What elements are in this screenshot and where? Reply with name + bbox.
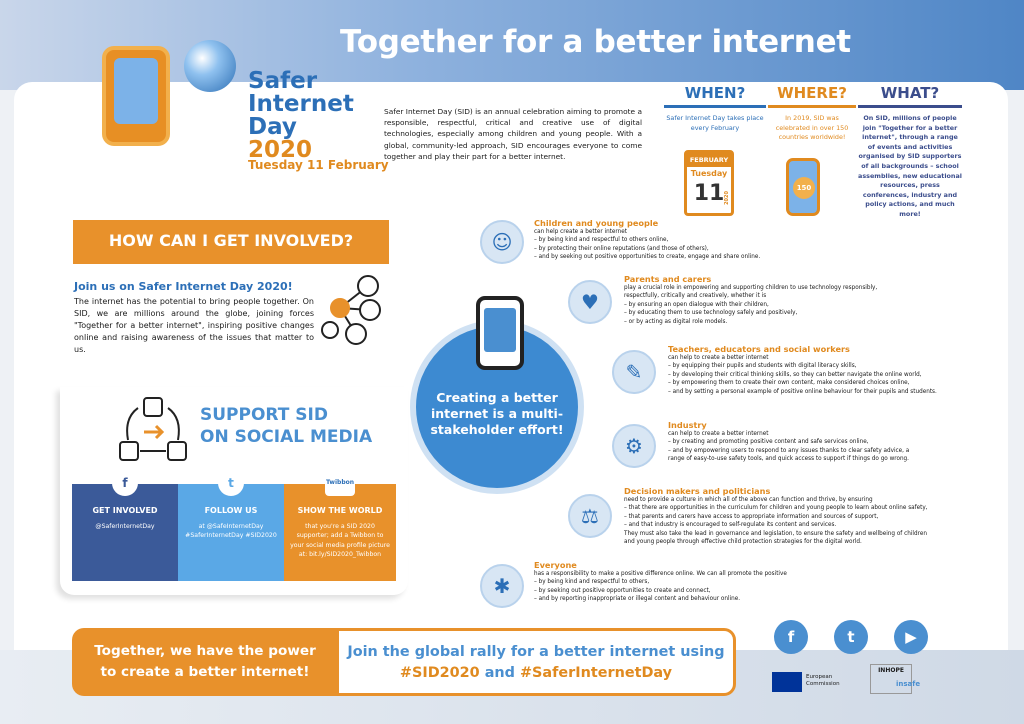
stakeholder-parents <box>624 274 954 326</box>
get-involved-banner <box>73 220 389 264</box>
stakeholder-everyone <box>534 560 864 604</box>
stakeholder-line: – by seeking out positive opportunities to create and connect, <box>534 587 711 594</box>
calendar-day-number: 11 <box>693 181 725 206</box>
calendar-weekday: Tuesday <box>690 169 728 178</box>
stakeholder-line: – by developing their critical thinking skills, so they can better navigate the online world, <box>668 371 922 378</box>
tablet-mascot-icon <box>102 46 170 146</box>
stakeholder-title: Everyone <box>534 560 577 570</box>
stakeholder-body <box>534 570 864 604</box>
stakeholder-body <box>668 354 998 396</box>
facebook-icon[interactable]: f <box>774 620 808 654</box>
support-title-line1: SUPPORT SID <box>200 405 328 425</box>
children-icon: ☺ <box>480 220 524 264</box>
center-circle-text: Creating a better internet is a multi-stakeholder effort! <box>430 390 564 437</box>
footer-slogan-box <box>72 628 338 696</box>
twitter-handle[interactable]: at @SafeInternetDay #SaferInternetDay #SID2020 <box>185 523 277 540</box>
footer-and: and <box>484 665 515 681</box>
eu-text-line2: Commission <box>806 681 840 687</box>
footer-hashtag-box <box>336 628 736 696</box>
stakeholder-line: range of easy-to-use safety tools, and quick access to support if things do go wrong. <box>668 456 909 463</box>
stakeholder-industry <box>668 420 998 464</box>
stakeholder-teachers <box>668 344 998 396</box>
stakeholder-body <box>668 430 998 464</box>
facebook-icon[interactable]: f <box>112 470 138 496</box>
phone-icon <box>786 158 820 216</box>
what-divider <box>858 105 962 108</box>
network-people-icon <box>318 272 390 350</box>
footer-hashtag-text <box>339 642 733 684</box>
stakeholder-line: – by educating them to use technology safely and positively, <box>624 310 798 317</box>
stakeholder-children <box>534 218 934 262</box>
logo-title <box>248 70 368 162</box>
stakeholder-line: can help to create a better internet <box>668 355 769 361</box>
get-involved-heading: HOW CAN I GET INVOLVED? <box>108 231 354 250</box>
support-sid-title <box>200 404 380 448</box>
stakeholder-body <box>534 228 934 262</box>
twibbon-heading: SHOW THE WORLD <box>297 506 383 515</box>
intro-paragraph: Safer Internet Day (SID) is an annual celebration aiming to promote a responsible, respectful, critical and creative use of digital technologies, especially among children and young people. With a global, community-led approach, SID encourages everyone to come together and play their part for a better internet. <box>384 107 642 161</box>
twitter-icon[interactable]: t <box>834 620 868 654</box>
globe-icon <box>184 40 236 92</box>
stakeholder-line: – or by acting as digital role models. <box>624 318 728 325</box>
stakeholder-line: need to provide a culture in which all of the above can function and thrive, by ensuring <box>624 497 873 503</box>
footer-rally-text: Join the global rally for a better internet using <box>347 644 725 660</box>
hashtag-safer-internet-day[interactable]: #SaferInternetDay <box>520 665 673 681</box>
phone-screen <box>484 308 516 352</box>
industry-icon: ⚙ <box>612 424 656 468</box>
when-block <box>664 84 766 133</box>
facebook-column[interactable] <box>72 476 178 581</box>
where-label: WHERE? <box>777 84 847 102</box>
stakeholder-line: – and by setting a personal example of positive online behaviour for their pupils and students. <box>668 388 937 395</box>
stakeholder-line: They must also take the lead in governance and legislation, to ensure the safety and wellbeing of children <box>624 530 927 537</box>
teachers-icon: ✎ <box>612 350 656 394</box>
stakeholder-title: Industry <box>668 420 707 430</box>
footer-slogan <box>72 641 338 683</box>
smartphone-icon <box>476 296 524 370</box>
what-text: On SID, millions of people join "Together for a better internet", through a range of events and activities organised by SID supporters of all backgrounds – school assemblies, new educational resources, press conferences, industry and policy actions, and much more! <box>858 114 962 218</box>
parents-icon: ♥ <box>568 280 612 324</box>
stakeholder-line: respectfully, critically and creatively, whether it is <box>624 293 767 300</box>
where-text: In 2019, SID was celebrated in over 150 countries worldwide! <box>775 114 849 142</box>
stakeholder-body <box>624 496 974 546</box>
what-label: WHAT? <box>880 84 940 102</box>
stakeholder-title: Parents and carers <box>624 274 712 284</box>
eu-text-line1: European <box>806 674 833 680</box>
european-commission-label <box>806 674 840 688</box>
stakeholder-line: – by creating and promoting positive content and safe services online, <box>668 439 869 446</box>
stakeholder-line: – and by reporting inappropriate or illegal content and behaviour online. <box>534 596 741 603</box>
stakeholder-title: Teachers, educators and social workers <box>668 344 850 354</box>
facebook-heading: GET INVOLVED <box>92 506 158 515</box>
stakeholder-line: – by empowering them to create their own content, make considered choices online, <box>668 380 910 387</box>
stakeholder-line: can help to create a better internet <box>668 431 769 437</box>
support-title-line2: ON SOCIAL MEDIA <box>200 427 373 447</box>
logo-line1: Safer <box>248 68 318 94</box>
twitter-heading: FOLLOW US <box>204 506 258 515</box>
stakeholder-line: – by being kind and respectful to others, <box>534 579 650 586</box>
insafe-logo: insafe <box>896 680 921 688</box>
twitter-icon[interactable]: t <box>218 470 244 496</box>
when-label: WHEN? <box>684 84 746 102</box>
footer-slogan-line1: Together, we have the power <box>94 643 316 659</box>
what-block <box>858 84 962 220</box>
stakeholder-line: – and by empowering users to respond to any issues thanks to clear safety advice, a <box>668 447 910 454</box>
twitter-column[interactable] <box>178 476 284 581</box>
logo-line3: Day <box>248 114 297 140</box>
stakeholder-line: – and that industry is encouraged to self-regulate its content and services. <box>624 522 837 529</box>
stakeholder-line: – by being kind and respectful to others online, <box>534 237 669 244</box>
stakeholder-line: and young people through effective child protection strategies for the digital world. <box>624 539 862 546</box>
stakeholder-decision-makers <box>624 486 974 546</box>
share-cycle-icon <box>118 396 190 466</box>
countries-badge: 150 <box>793 177 815 199</box>
mascot-face <box>114 58 158 124</box>
stakeholder-title: Decision makers and politicians <box>624 486 771 496</box>
everyone-icon: ✱ <box>480 564 524 608</box>
where-divider <box>768 105 856 108</box>
join-body: The internet has the potential to bring people together. On SID, we are millions around the globe, joining forces "Together for a better internet", inspiring positive changes online and raising awareness of the issues that matter to us. <box>74 297 314 354</box>
logo-line2: Internet <box>248 91 354 117</box>
event-date: Tuesday 11 February <box>248 158 389 172</box>
stakeholder-line: has a responsibility to make a positive difference online. We can all promote the positive <box>534 571 787 577</box>
footer-slogan-line2: to create a better internet! <box>100 664 310 680</box>
twibbon-text[interactable]: that you're a SID 2020 supporter; add a Twibbon to your social media profile picture at: bit.ly/SID2020_Twibbon <box>290 523 390 559</box>
stakeholder-line: – by ensuring an open dialogue with their children, <box>624 301 769 308</box>
inhope-logo: INHOPE <box>870 664 912 694</box>
stakeholder-line: – and by seeking out positive opportunities to create, engage and share online. <box>534 254 761 261</box>
stakeholder-body <box>624 284 954 326</box>
twibbon-logo[interactable]: Twibbon <box>325 470 355 496</box>
youtube-icon[interactable]: ▶ <box>894 620 928 654</box>
join-title: Join us on Safer Internet Day 2020! <box>74 280 293 293</box>
eu-flag-icon <box>772 672 802 692</box>
calendar-month: FEBRUARY <box>687 153 731 167</box>
stakeholder-line: can help create a better internet <box>534 229 627 235</box>
page-title: Together for a better internet <box>340 24 851 60</box>
when-text: Safer Internet Day takes place every February <box>666 114 764 132</box>
hashtag-sid2020[interactable]: #SID2020 <box>399 665 480 681</box>
stakeholder-line: play a crucial role in empowering and supporting children to use technology responsibly, <box>624 285 878 291</box>
calendar-year: 2020 <box>724 191 730 205</box>
calendar-icon <box>684 150 734 216</box>
stakeholder-line: – that there are opportunities in the curriculum for children and young people to learn about online safety, <box>624 505 928 512</box>
where-block <box>768 84 856 143</box>
stakeholder-line: – that parents and carers have access to appropriate information and sources of support, <box>624 513 879 520</box>
logo-year: 2020 <box>248 137 313 163</box>
stakeholder-line: – by protecting their online reputations (and those of others), <box>534 245 709 252</box>
stakeholder-line: – by equipping their pupils and students with digital literacy skills, <box>668 363 857 370</box>
stakeholder-title: Children and young people <box>534 218 659 228</box>
twibbon-column[interactable] <box>284 479 396 581</box>
when-divider <box>664 105 766 108</box>
policy-makers-icon: ⚖ <box>568 494 612 538</box>
facebook-handle[interactable]: @SaferInternetDay <box>95 523 155 530</box>
